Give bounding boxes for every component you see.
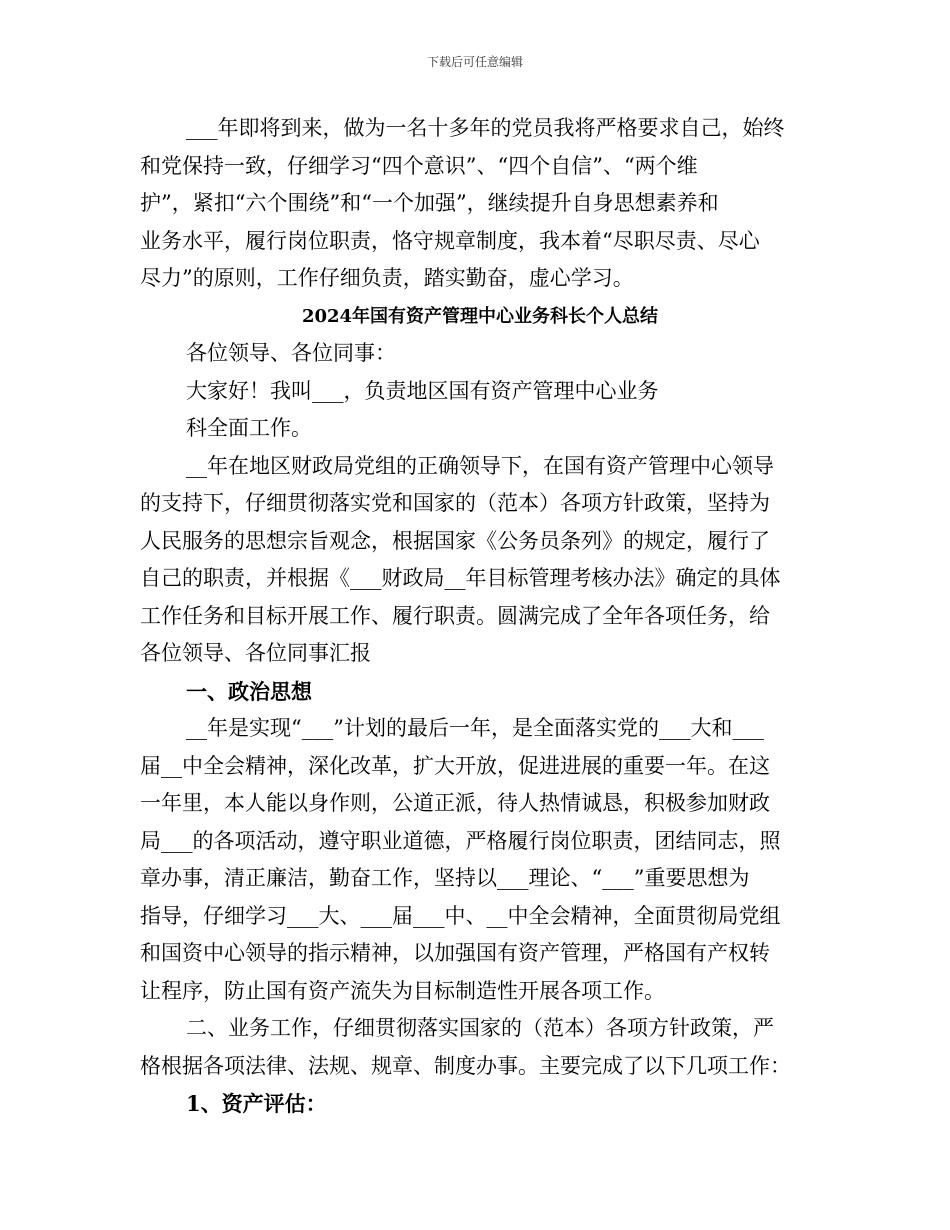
paragraph-work-overview [140,448,820,673]
heading-text: 一、政治思想 [186,678,312,704]
text-line: 格根据各项法律、法规、规章、制度办事。主要完成了以下几项工作： [140,1053,791,1078]
text-line: __年是实现“___”计划的最后一年，是全面落实党的___大和___ [186,716,764,740]
text-line: __年在地区财政局党组的正确领导下，在国有资产管理中心领导 [186,453,774,478]
text-line: 大家好！我叫___，负责地区国有资产管理中心业务 [186,378,659,403]
text-line: 科全面工作。 [186,416,312,440]
text-line: 各位领导、各位同事： [186,341,396,365]
text-line: 尽力”的原则，工作仔细负责，踏实勤奋，虚心学习。 [140,266,634,290]
text-line: 指导，仔细学习___大、___届___中、__中全会精神，全面贯彻局党组 [140,903,781,928]
text-line: 业务水平，履行岗位职责，恪守规章制度，我本着“尽职尽责、尽心 [140,228,760,253]
text-line: 局___的各项活动，遵守职业道德，严格履行岗位职责，团结同志，照 [140,828,781,853]
greeting [140,335,820,373]
text-line: 二、业务工作，仔细贯彻落实国家的（范本）各项方针政策，严 [186,1016,774,1040]
paragraph-intro-commitment [140,110,820,298]
heading-text: 1、资产评估： [186,1091,327,1116]
text-line: 工作任务和目标开展工作、履行职责。圆满完成了全年各项任务，给 [140,603,770,628]
text-line: ___年即将到来，做为一名十多年的党员我将严格要求自己，始终 [186,116,785,140]
text-line: 章办事，清正廉洁，勤奋工作，坚持以___理论、“___”重要思想为 [140,866,750,890]
paragraph-political-thought [140,710,820,1010]
text-line: 和党保持一致，仔细学习“四个意识”、“四个自信”、“两个维 [140,153,698,178]
section-heading-asset-evaluation [140,1085,820,1123]
text-line: 护”，紧扣“六个围绕”和“一个加强”，继续提升自身思想素养和 [140,191,719,215]
paragraph-business-work [140,1010,820,1085]
text-line: 一年里，本人能以身作则，公道正派，待人热情诚恳，积极参加财政 [140,791,770,815]
text-line: 的支持下，仔细贯彻落实党和国家的（范本）各项方针政策，坚持为 [140,491,770,515]
page-header: 下载后可任意编辑 [426,55,523,69]
section-heading-politics [140,673,820,711]
paragraph-self-intro [140,373,820,448]
text-line: 和国资中心领导的指示精神，以加强国有资产管理，严格国有产权转 [140,941,770,965]
document-body [140,110,820,1123]
text-line: 人民服务的思想宗旨观念，根据国家《公务员条列》的规定，履行了 [140,528,770,553]
text-line: 届__中全会精神，深化改革，扩大开放，促进进展的重要一年。在这 [140,753,770,778]
document-title: 2024年国有资产管理中心业务科长个人总结 [301,305,659,327]
text-line: 让程序，防止国有资产流失为目标制造性开展各项工作。 [140,978,665,1003]
text-line: 各位领导、各位同事汇报 [140,641,371,665]
text-line: 自己的职责，并根据《___财政局__年目标管理考核办法》确定的具体 [140,566,781,590]
